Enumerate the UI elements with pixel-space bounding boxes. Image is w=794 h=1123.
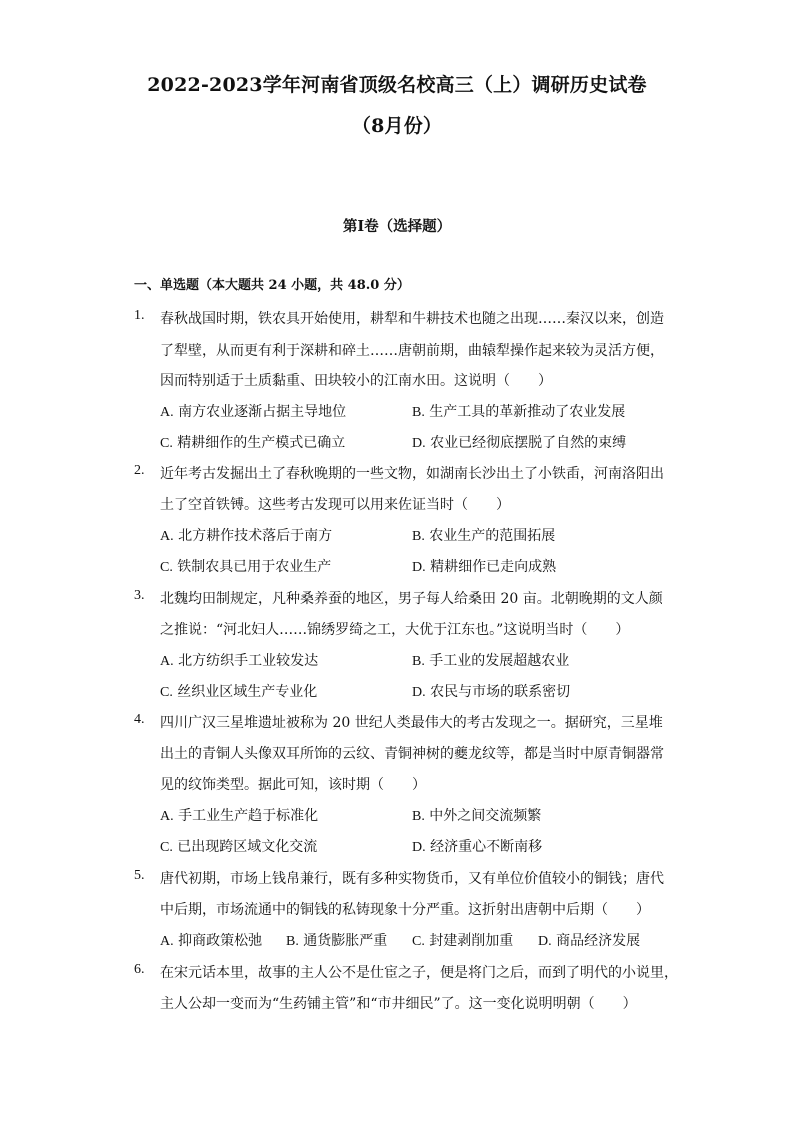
- option-letter: D.: [412, 685, 426, 700]
- exam-title-line2: （8月份）: [351, 115, 443, 137]
- option-d[interactable]: [412, 836, 542, 856]
- option-b[interactable]: [412, 650, 569, 670]
- option-text: 中外之间交流频繁: [429, 808, 542, 824]
- question-text-line: 因而特别适于土质黏重、田块较小的江南水田。这说明（ ）: [160, 373, 552, 389]
- option-text: 生产工具的革新推动了农业发展: [429, 404, 626, 420]
- exam-title-line1: 2022-2023学年河南省顶级名校高三（上）调研历史试卷: [147, 74, 647, 96]
- question-text-line: 见的纹饰类型。据此可知，该时期（ ）: [160, 777, 426, 793]
- option-text: 通货膨胀严重: [303, 933, 388, 949]
- question-text-line: 春秋战国时期，铁农具开始使用，耕犁和牛耕技术也随之出现……秦汉以来，创造: [160, 311, 664, 327]
- question-text-line: 土了空首铁镈。这些考古发现可以用来佐证当时（ ）: [160, 497, 510, 513]
- option-letter: B.: [412, 405, 425, 420]
- question-number: 6.: [134, 962, 145, 977]
- part-title: 第I卷（选择题）: [342, 218, 452, 235]
- option-c[interactable]: [160, 556, 331, 576]
- question-text-line: 北魏均田制规定，凡种桑养蚕的地区，男子每人给桑田 20 亩。北朝晚期的文人颜: [160, 591, 663, 607]
- option-d[interactable]: [412, 556, 556, 576]
- option-a[interactable]: [160, 805, 318, 825]
- option-a[interactable]: [160, 930, 262, 950]
- option-letter: D.: [412, 436, 426, 451]
- question-text-line: 唐代初期，市场上钱帛兼行，既有多种实物货币，又有单位价值较小的铜钱；唐代: [160, 871, 664, 887]
- option-letter: B.: [412, 529, 425, 544]
- option-letter: C.: [160, 560, 173, 575]
- option-text: 商品经济发展: [556, 933, 641, 949]
- option-d[interactable]: [538, 930, 640, 950]
- option-b[interactable]: [412, 525, 555, 545]
- question-text-line: 在宋元话本里，故事的主人公不是仕宦之子，便是将门之后，而到了明代的小说里，: [160, 965, 678, 981]
- question-text-line: 主人公却一变而为“生药铺主管”和“市井细民”了。这一变化说明明朝（ ）: [160, 996, 637, 1012]
- option-letter: C.: [412, 934, 425, 949]
- option-text: 农业生产的范围拓展: [429, 528, 556, 544]
- option-letter: C.: [160, 840, 173, 855]
- option-letter: D.: [538, 934, 552, 949]
- option-b[interactable]: [412, 401, 625, 421]
- question-number: 2.: [134, 463, 145, 478]
- option-c[interactable]: [412, 930, 513, 950]
- option-b[interactable]: [286, 930, 387, 950]
- option-letter: C.: [160, 436, 173, 451]
- option-text: 农民与市场的联系密切: [430, 684, 571, 700]
- option-letter: A.: [160, 529, 174, 544]
- option-letter: B.: [286, 934, 299, 949]
- option-text: 抑商政策松弛: [178, 933, 263, 949]
- question-text-line: 出土的青铜人头像双耳所饰的云纹、青铜神树的夔龙纹等，都是当时中原青铜器常: [160, 746, 664, 762]
- option-a[interactable]: [160, 401, 346, 421]
- option-a[interactable]: [160, 650, 318, 670]
- option-text: 北方纺织手工业较发达: [178, 653, 319, 669]
- option-letter: C.: [160, 685, 173, 700]
- option-text: 铁制农具已用于农业生产: [177, 559, 332, 575]
- section-title: 一、单选题（本大题共 24 小题，共 48.0 分）: [134, 278, 410, 293]
- option-text: 精耕细作已走向成熟: [430, 559, 557, 575]
- option-letter: B.: [412, 654, 425, 669]
- option-text: 北方耕作技术落后于南方: [178, 528, 333, 544]
- option-letter: A.: [160, 809, 174, 824]
- option-c[interactable]: [160, 836, 317, 856]
- question-text-line: 了犁壁，从而更有利于深耕和碎土……唐朝前期，曲辕犁操作起来较为灵活方便，: [160, 343, 664, 359]
- question-text-line: 之推说：“河北妇人……锦绣罗绮之工，大优于江东也。”这说明当时（ ）: [160, 622, 630, 638]
- option-letter: D.: [412, 840, 426, 855]
- question-text-line: 四川广汉三星堆遗址被称为 20 世纪人类最伟大的考古发现之一。据研究，三星堆: [160, 715, 663, 731]
- question-number: 4.: [134, 712, 145, 727]
- option-letter: A.: [160, 934, 174, 949]
- question-number: 5.: [134, 868, 145, 883]
- option-text: 封建剥削加重: [429, 933, 514, 949]
- option-text: 手工业的发展超越农业: [429, 653, 570, 669]
- option-text: 精耕细作的生产模式已确立: [177, 435, 346, 451]
- option-text: 南方农业逐渐占据主导地位: [178, 404, 347, 420]
- option-d[interactable]: [412, 681, 570, 701]
- question-text-line: 中后期，市场流通中的铜钱的私铸现象十分严重。这折射出唐朝中后期（ ）: [160, 902, 650, 918]
- option-c[interactable]: [160, 432, 345, 452]
- option-d[interactable]: [412, 432, 626, 452]
- option-letter: A.: [160, 405, 174, 420]
- option-text: 农业已经彻底摆脱了自然的束缚: [430, 435, 627, 451]
- question-text-line: 近年考古发掘出土了春秋晚期的一些文物，如湖南长沙出土了小铁臿，河南洛阳出: [160, 466, 664, 482]
- option-b[interactable]: [412, 805, 541, 825]
- option-text: 经济重心不断南移: [430, 839, 543, 855]
- option-letter: B.: [412, 809, 425, 824]
- option-c[interactable]: [160, 681, 317, 701]
- option-text: 已出现跨区域文化交流: [177, 839, 318, 855]
- option-a[interactable]: [160, 525, 332, 545]
- question-number: 1.: [134, 308, 145, 323]
- option-letter: D.: [412, 560, 426, 575]
- option-text: 手工业生产趋于标准化: [178, 808, 319, 824]
- question-number: 3.: [134, 588, 145, 603]
- option-text: 丝织业区域生产专业化: [177, 684, 318, 700]
- option-letter: A.: [160, 654, 174, 669]
